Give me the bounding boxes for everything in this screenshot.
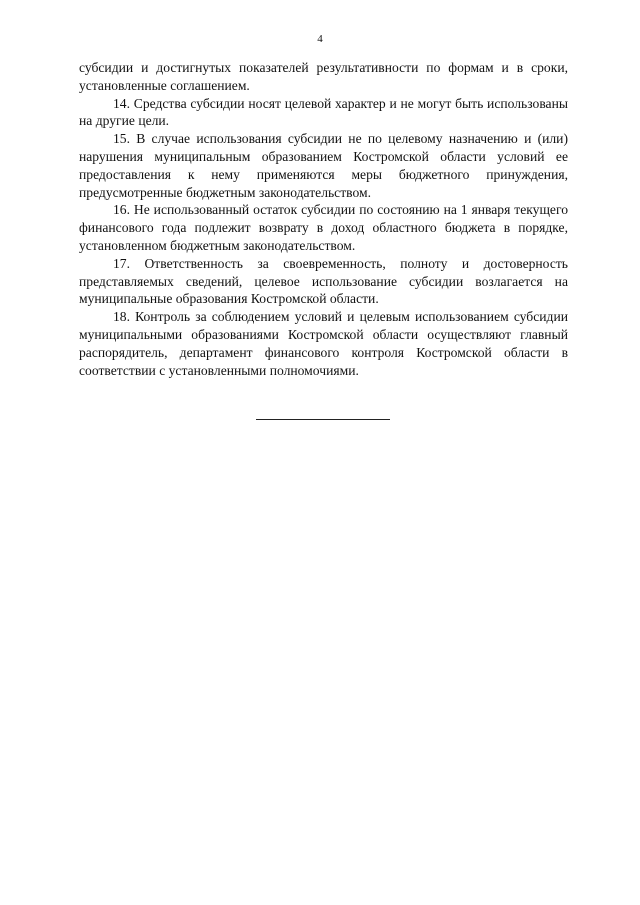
end-of-document-line <box>256 419 390 420</box>
paragraph-16: 16. Не использованный остаток субсидии по состоянию на 1 января текущего финансового года подлежит возврату в доход областного бюджета в порядке, установленном бюджетным законодательством. <box>79 202 568 253</box>
page-number: 4 <box>317 33 323 45</box>
paragraph-18: 18. Контроль за соблюдением условий и целевым использованием субсидии муниципальными образованиями Костромской области осуществляют главный распорядитель, департамент финансового контроля Костромской области в соответствии с установленными полномочиями. <box>79 309 568 378</box>
paragraph-continuation: субсидии и достигнутых показателей результативности по формам и в сроки, установленные соглашением. <box>79 60 568 93</box>
paragraph-15: 15. В случае использования субсидии не по целевому назначению и (или) нарушения муниципальным образованием Костромской области условий ее предоставления к нему применяются меры бюджетного принуждения, предусмотренные бюджетным законодательством. <box>79 131 568 200</box>
paragraph-14: 14. Средства субсидии носят целевой характер и не могут быть использованы на другие цели. <box>79 95 568 129</box>
document-body <box>79 59 568 379</box>
paragraph-17: 17. Ответственность за своевременность, полноту и достоверность представляемых сведений, целевое использование субсидии возлагается на муниципальные образования Костромской области. <box>79 255 568 307</box>
